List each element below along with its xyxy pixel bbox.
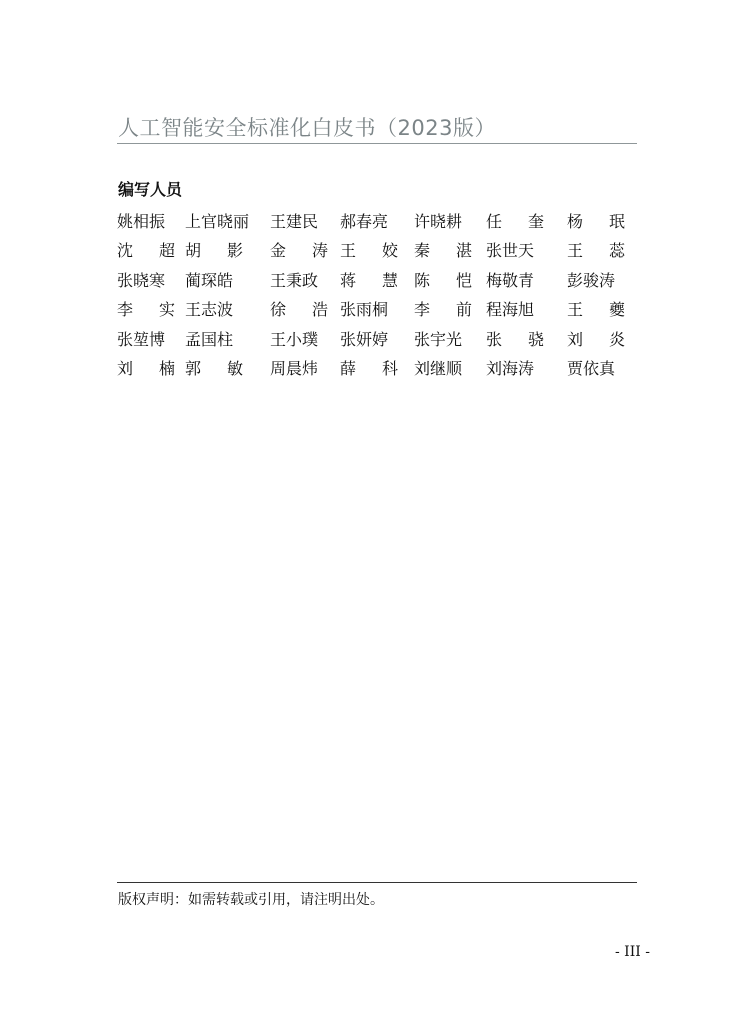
authors-grid [117, 210, 637, 386]
author-name: 贾依真 [567, 358, 616, 378]
author-name: 程海旭 [486, 300, 535, 320]
authors-row [117, 298, 637, 327]
author-name: 张宇光 [414, 329, 463, 349]
author-name: 沈 超 [117, 241, 175, 261]
page-header-title: 人工智能安全标准化白皮书（2023版） [118, 116, 496, 140]
authors-row [117, 328, 637, 357]
author-name: 郭 敏 [185, 358, 243, 378]
author-name: 李 前 [414, 300, 472, 320]
author-name: 刘 楠 [117, 358, 175, 378]
author-name: 蒋 慧 [340, 270, 398, 290]
author-name: 梅敬青 [486, 270, 535, 290]
author-name: 王 夔 [567, 300, 625, 320]
author-name: 刘继顺 [414, 358, 463, 378]
footer-divider [117, 882, 637, 883]
header-divider [117, 143, 637, 144]
author-name: 许晓耕 [414, 212, 463, 231]
author-name: 周晨炜 [270, 358, 319, 378]
author-name: 刘 炎 [567, 329, 625, 349]
author-name: 金 涛 [270, 241, 328, 261]
author-name: 张晓寒 [117, 270, 166, 290]
authors-row [117, 357, 637, 386]
authors-row [117, 210, 637, 239]
author-name: 郝春亮 [340, 212, 389, 231]
author-name: 王志波 [185, 300, 234, 320]
author-name: 孟国柱 [185, 329, 234, 349]
author-name: 杨 珉 [567, 212, 625, 231]
authors-row [117, 269, 637, 298]
authors-row [117, 239, 637, 268]
author-name: 王秉政 [270, 270, 319, 290]
author-name: 徐 浩 [270, 300, 328, 320]
author-name: 秦 湛 [414, 241, 472, 261]
author-name: 张堃博 [117, 329, 166, 349]
author-name: 张雨桐 [340, 300, 389, 320]
author-name: 上官晓丽 [185, 212, 250, 231]
author-name: 蔺琛皓 [185, 270, 234, 290]
author-name: 王 蕊 [567, 241, 625, 261]
author-name: 张妍婷 [340, 329, 389, 349]
author-name: 李 实 [117, 300, 175, 320]
page-number: - III - [615, 944, 650, 960]
section-title: 编写人员 [118, 180, 183, 199]
author-name: 刘海涛 [486, 358, 535, 378]
author-name: 胡 影 [185, 241, 243, 261]
author-name: 王小璞 [270, 329, 319, 349]
author-name: 薛 科 [340, 358, 398, 378]
author-name: 任 奎 [486, 212, 544, 231]
author-name: 张 骁 [486, 329, 544, 349]
author-name: 王建民 [270, 212, 319, 231]
author-name: 王 姣 [340, 241, 398, 261]
author-name: 姚相振 [117, 212, 166, 231]
copyright-notice: 版权声明：如需转载或引用，请注明出处。 [118, 892, 384, 908]
author-name: 张世天 [486, 241, 535, 261]
author-name: 陈 恺 [414, 270, 472, 290]
author-name: 彭骏涛 [567, 270, 616, 290]
